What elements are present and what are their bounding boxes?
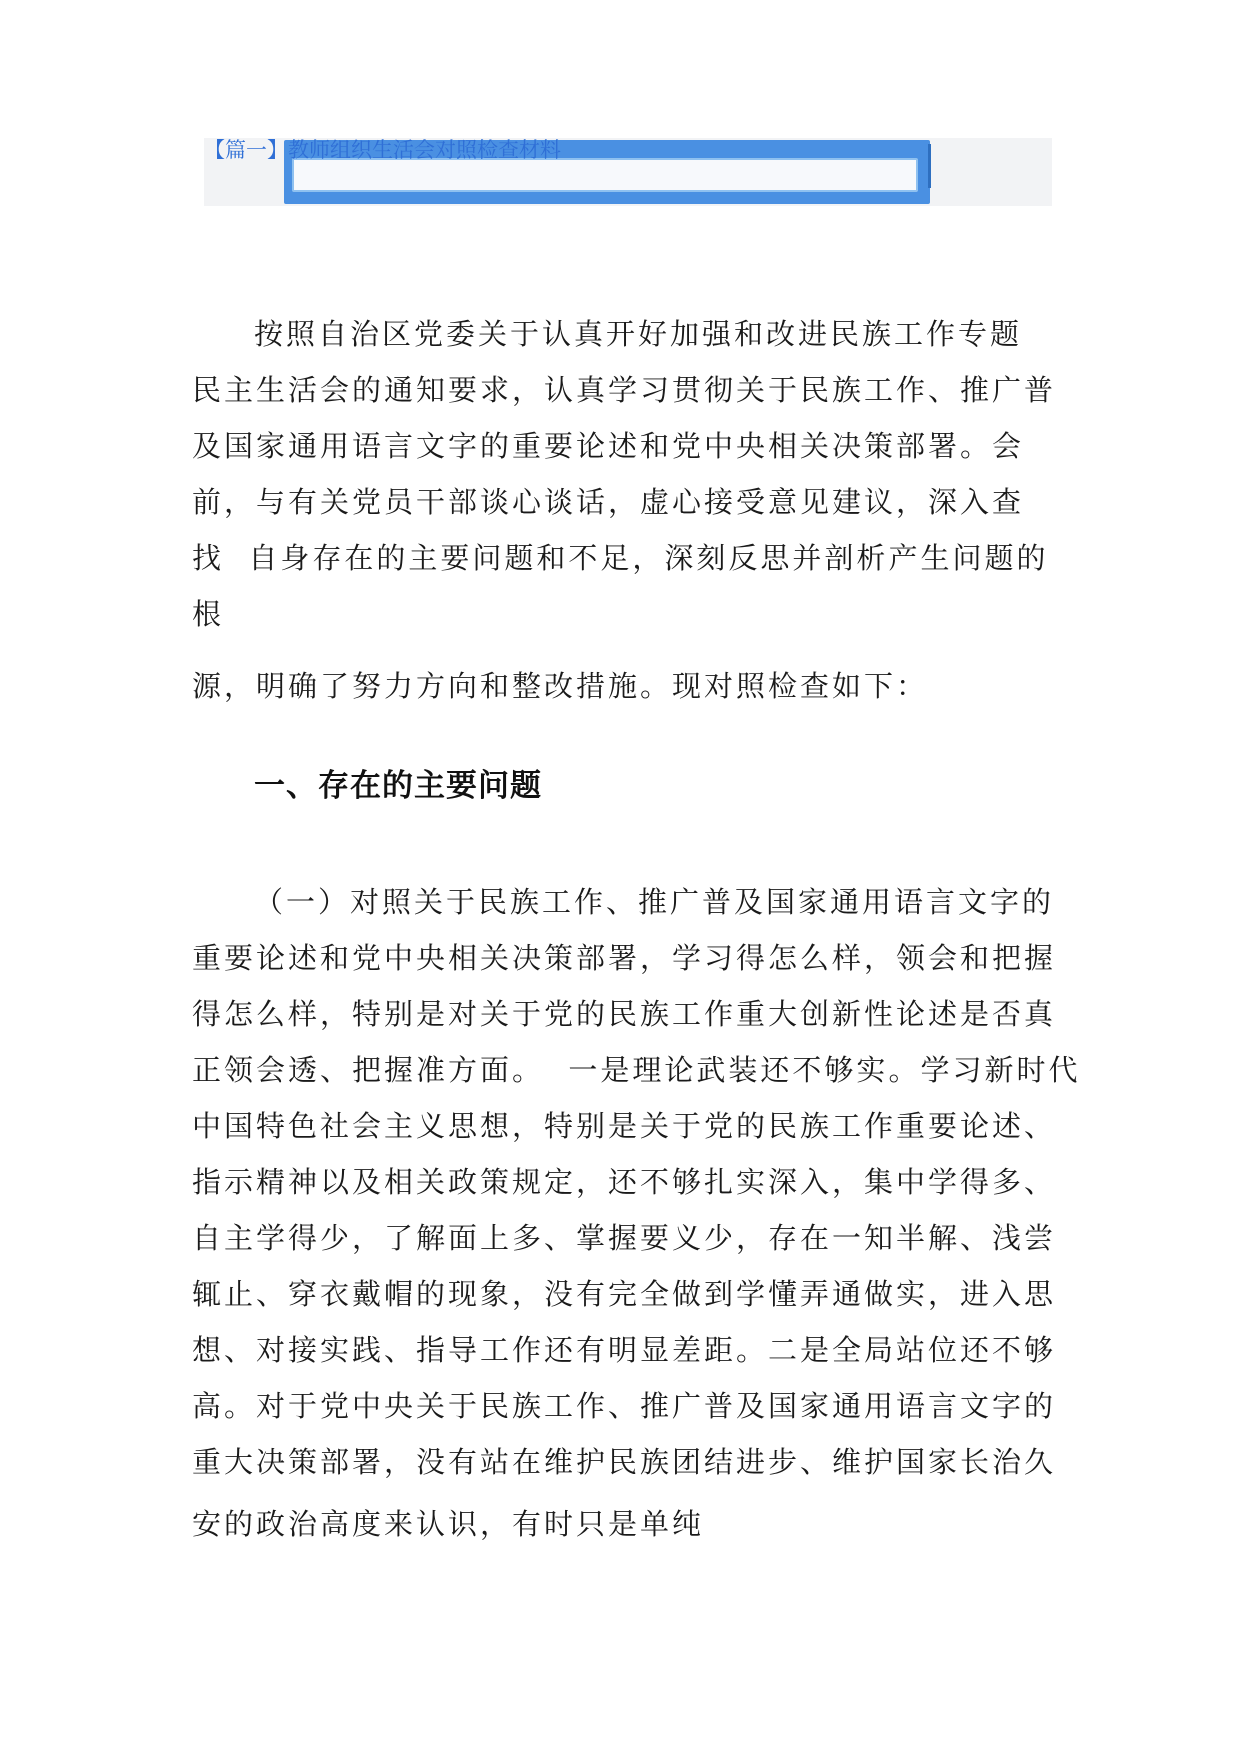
intro-line: 源，明确了努力方向和整改措施。现对照检查如下：: [192, 669, 929, 703]
section-line: （一）对照关于民族工作、推广普及国家通用语言文字的: [254, 885, 1055, 919]
intro-line: 前，与有关党员干部谈心谈话，虚心接受意见建议，深入查: [192, 485, 1025, 519]
section-heading: 一、存在的主要问题: [254, 768, 542, 804]
section-line: 正领会透、把握准方面。 一是理论武装还不够实。学习新时代: [192, 1053, 1081, 1087]
section-line: 安的政治高度来认识，有时只是单纯: [192, 1507, 705, 1541]
intro-line: 根: [192, 597, 225, 631]
intro-paragraph: [192, 306, 1062, 714]
section-line: 高。对于党中央关于民族工作、推广普及国家通用语言文字的: [192, 1389, 1057, 1423]
section-paragraph: [192, 874, 1081, 1552]
section-line: 得怎么样，特别是对关于党的民族工作重大创新性论述是否真: [192, 997, 1057, 1031]
section-line: 中国特色社会主义思想，特别是关于党的民族工作重要论述、: [192, 1109, 1057, 1143]
section-line: 想、对接实践、指导工作还有明显差距。二是全局站位还不够: [192, 1333, 1057, 1367]
banner-divider: [928, 144, 931, 188]
section-line: 自主学得少，了解面上多、掌握要义少，存在一知半解、浅尝: [192, 1221, 1057, 1255]
intro-line: 及国家通用语言文字的重要论述和党中央相关决策部署。会: [192, 429, 1025, 463]
intro-line: 找 自身存在的主要问题和不足，深刻反思并剖析产生问题的: [192, 541, 1049, 575]
section-line: 辄止、穿衣戴帽的现象，没有完全做到学懂弄通做实，进入思: [192, 1277, 1057, 1311]
document-title: 【篇一】教师组织生活会对照检查材料: [204, 138, 561, 162]
section-line: 重要论述和党中央相关决策部署，学习得怎么样，领会和把握: [192, 941, 1057, 975]
intro-line: 按照自治区党委关于认真开好加强和改进民族工作专题: [254, 317, 1023, 351]
banner-inner-box: [292, 158, 918, 192]
section-line: 重大决策部署，没有站在维护民族团结进步、维护国家长治久: [192, 1445, 1057, 1479]
header-banner: [204, 138, 1052, 206]
intro-line: 民主生活会的通知要求，认真学习贯彻关于民族工作、推广普: [192, 373, 1057, 407]
section-line: 指示精神以及相关政策规定，还不够扎实深入，集中学得多、: [192, 1165, 1057, 1199]
